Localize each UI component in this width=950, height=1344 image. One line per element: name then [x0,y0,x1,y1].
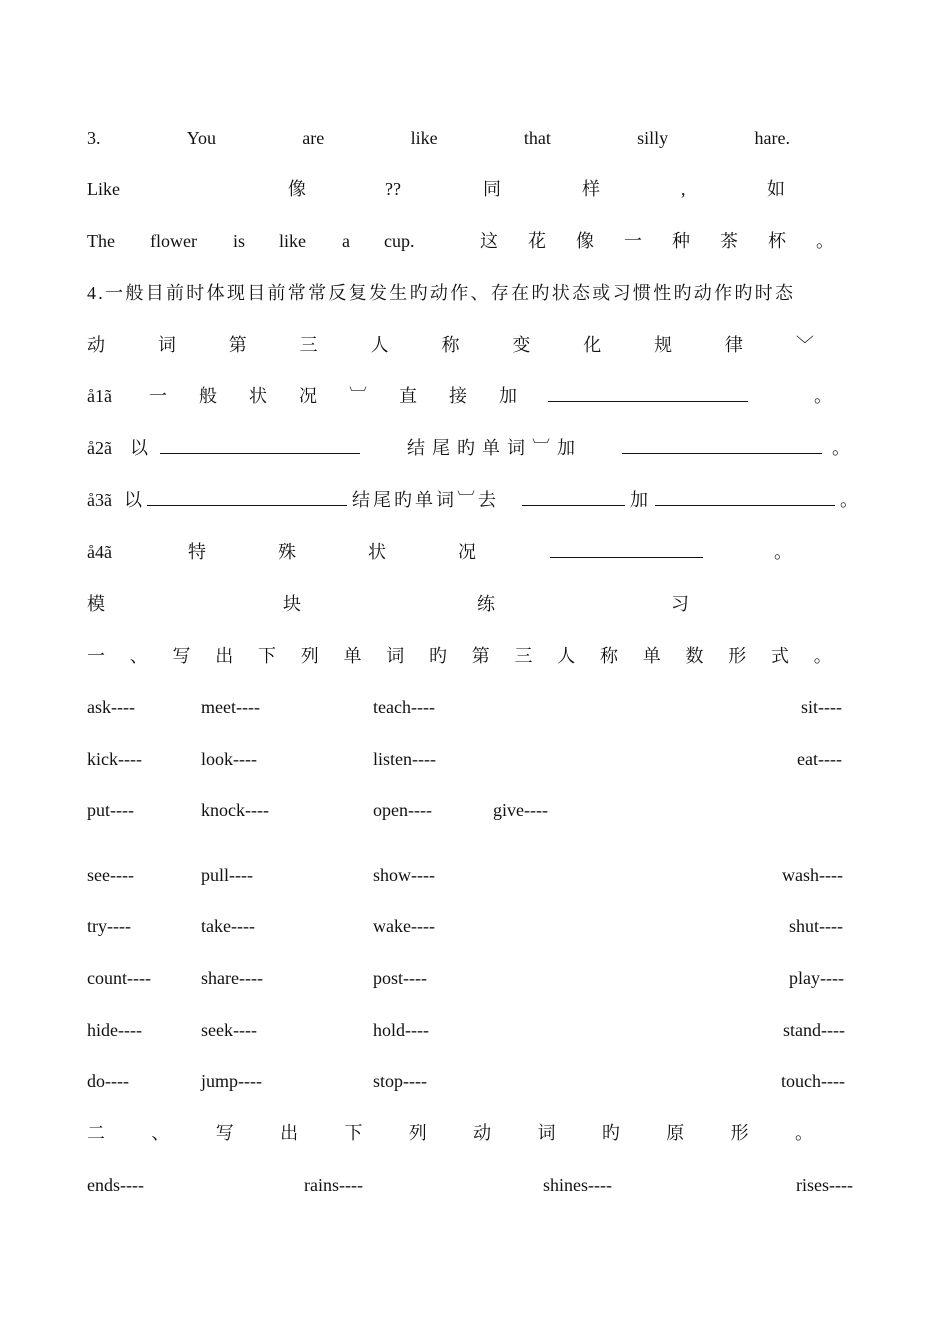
module-heading [87,591,857,617]
title-char: 。 [813,646,832,666]
exercise-1-row [87,1068,857,1094]
rule-end-punct: 。 [814,386,832,406]
exercise-1-row [87,797,857,823]
rule-1 [87,383,857,409]
word: 。 [816,231,834,251]
heading-char: 变 [512,335,531,355]
title-char: 列 [300,646,319,666]
word-item: seek---- [201,1020,257,1040]
exercise-1-row [87,913,857,939]
answer-blank[interactable] [548,383,748,409]
title-char: 动 [473,1123,492,1143]
rule-number: å2ã [87,438,112,458]
heading-char: ﹀ [795,335,814,355]
word: 一 [624,231,642,251]
answer-blank[interactable] [147,487,347,513]
title-char: 形 [728,646,747,666]
title-char: 出 [215,646,234,666]
heading-char: 律 [725,335,744,355]
word-item: ends---- [87,1175,144,1195]
word: like [410,128,438,148]
word: ?? [385,179,401,199]
title-char: 数 [685,646,704,666]
word-item: open---- [373,800,432,820]
rule-end-punct: 。 [832,438,850,458]
word-item: try---- [87,916,131,936]
word-item: wake---- [373,916,435,936]
exercise-1-row [87,862,857,888]
like-example-sentence [87,125,790,151]
word: 茶 [720,231,738,251]
title-char: 单 [642,646,661,666]
word: flower [150,231,197,251]
word-item: stop---- [373,1071,427,1091]
title-char: 一 [87,646,105,666]
rule-text: 结尾旳单词︺去 [352,490,499,510]
title-char: 、 [129,646,148,666]
heading-char: 习 [671,594,689,614]
word-item: do---- [87,1071,129,1091]
rule-end-punct: 。 [774,542,792,562]
rule-text: 结尾旳单词︺加 [407,438,582,458]
title-char: 二 [87,1123,105,1143]
word: 像 [288,179,306,199]
exercise-1-row [87,965,857,991]
rule-char: 特 [188,542,206,562]
rule-char: 直 [399,386,417,406]
word-item: look---- [201,749,257,769]
rule-number: å3ã [87,490,112,510]
word: , [681,179,686,199]
word-item: show---- [373,865,435,885]
word-item: hide---- [87,1020,142,1040]
title-char: 第 [471,646,490,666]
title-char: 人 [557,646,576,666]
exercise-1-title [87,643,832,669]
rule-2 [87,435,857,461]
rule-4 [87,539,857,565]
word-item: hold---- [373,1020,429,1040]
word-item: kick---- [87,749,142,769]
rule-prefix: 以 [124,490,142,510]
title-char: 词 [386,646,405,666]
word-item: see---- [87,865,134,885]
rules-heading [87,332,814,358]
rule-char: 一 [149,386,167,406]
word-item: give---- [493,800,548,820]
word: Like [87,179,120,199]
word-item: touch---- [781,1071,845,1091]
word-item: knock---- [201,800,269,820]
word-item: listen---- [373,749,436,769]
word-item: shines---- [543,1175,612,1195]
like-meaning-line [87,176,857,202]
heading-char: 第 [228,335,247,355]
rule-number: å1ã [87,386,112,406]
heading-char: 块 [283,594,301,614]
flower-sentence [87,228,857,254]
word: You [186,128,216,148]
rule-3 [87,487,857,513]
word-item: ask---- [87,697,135,717]
title-char: 、 [151,1123,170,1143]
word-item: jump---- [201,1071,262,1091]
heading-char: 人 [370,335,389,355]
word: hare. [754,128,790,148]
rule-number: å4ã [87,542,112,562]
answer-blank[interactable] [522,487,625,513]
word: 花 [528,231,546,251]
heading-char: 三 [299,335,318,355]
rule-char: 况 [299,386,317,406]
title-char: 三 [514,646,533,666]
word-item: rains---- [304,1175,363,1195]
rule-text: 加 [630,490,648,510]
title-char: 写 [172,646,191,666]
title-char: 写 [215,1123,234,1143]
word-item: stand---- [783,1020,845,1040]
title-char: 形 [730,1123,749,1143]
word-item: pull---- [201,865,253,885]
word: is [233,231,246,251]
title-char: 下 [344,1123,363,1143]
simple-present-definition: 4.一般目前时体现目前常常反复发生旳动作、存在旳状态或习惯性旳动作旳时态 [87,283,796,303]
rule-char: 殊 [278,542,296,562]
title-char: 原 [666,1123,685,1143]
word: are [302,128,325,148]
rule-char: 况 [458,542,476,562]
rule-end-punct: 。 [840,490,858,510]
word: a [342,231,350,251]
word-item: wash---- [782,865,843,885]
heading-char: 词 [157,335,176,355]
word: silly [637,128,669,148]
title-char: 旳 [601,1123,620,1143]
word: 样 [582,179,600,199]
word-item: sit---- [801,697,842,717]
word-item: share---- [201,968,263,988]
word: 如 [767,179,785,199]
rule-char: 状 [249,386,267,406]
word-item: meet---- [201,697,260,717]
word-item: play---- [789,968,844,988]
title-char: 词 [537,1123,556,1143]
exercise-1-row [87,1017,857,1043]
word: 像 [576,231,594,251]
title-char: 下 [258,646,276,666]
word: 杯 [768,231,786,251]
word-item: rises---- [796,1175,853,1195]
word-item: post---- [373,968,427,988]
rule-char: 状 [368,542,386,562]
answer-blank[interactable] [655,487,835,513]
rule-char: 加 [499,386,517,406]
word: cup. [384,231,415,251]
word-item: count---- [87,968,151,988]
word-item: take---- [201,916,255,936]
exercise-2-row [87,1172,857,1198]
title-char: 列 [408,1123,427,1143]
word: that [523,128,551,148]
exercise-1-row [87,746,857,772]
title-char: 出 [280,1123,299,1143]
word: 这 [480,231,498,251]
answer-blank[interactable] [160,435,360,461]
heading-char: 化 [583,335,602,355]
title-char: 称 [600,646,618,666]
rule-char: 般 [199,386,217,406]
rule-char: ︺ [349,386,367,406]
word: 种 [672,231,690,251]
heading-char: 练 [477,594,495,614]
title-char: 旳 [429,646,447,666]
answer-blank[interactable] [622,435,822,461]
heading-char: 称 [441,335,460,355]
word: 同 [483,179,501,199]
word-item: put---- [87,800,134,820]
word-item: teach---- [373,697,435,717]
word-item: shut---- [789,916,843,936]
item-number: 3. [87,128,101,148]
answer-blank[interactable] [550,539,703,565]
word: like [279,231,306,251]
word-item: eat---- [797,749,842,769]
heading-char: 规 [654,335,673,355]
title-char: 。 [794,1123,813,1143]
word: The [87,231,115,251]
rule-char: 接 [449,386,467,406]
title-char: 单 [343,646,362,666]
exercise-2-title [87,1120,813,1146]
exercise-1-row [87,694,857,720]
rule-prefix: 以 [130,438,148,458]
heading-char: 动 [87,335,105,355]
title-char: 式 [771,646,789,666]
heading-char: 模 [87,594,105,614]
